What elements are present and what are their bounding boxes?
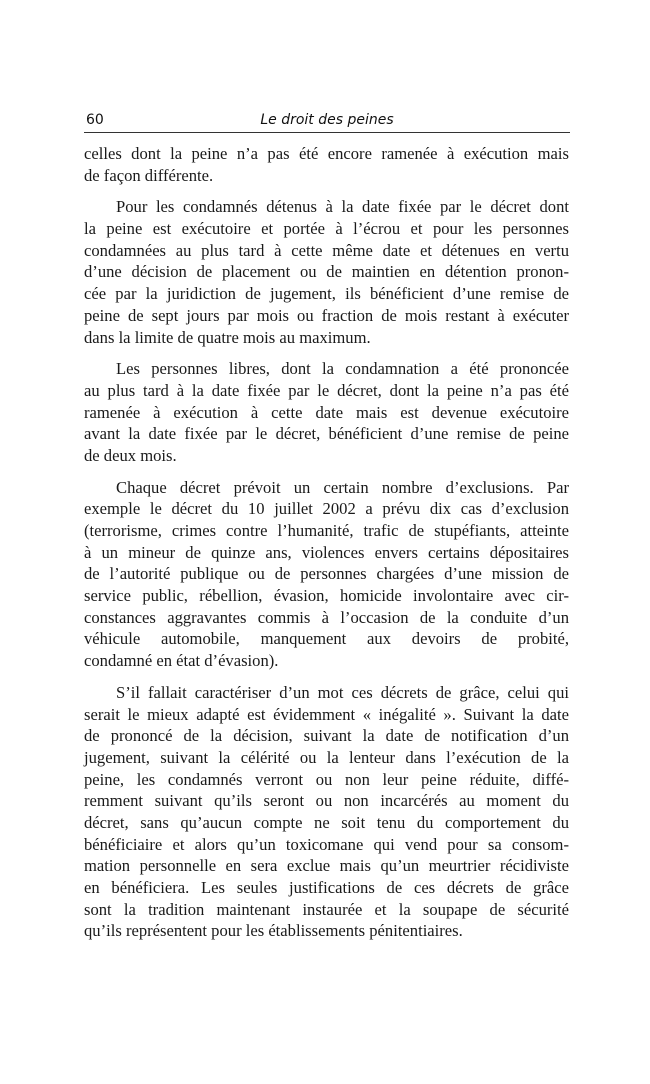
text-line: S’il fallait caractériser d’un mot ces décrets de grâce, celui qui <box>116 682 569 702</box>
paragraph <box>84 196 569 348</box>
text-line: cée par la juridiction de jugement, ils bénéficient d’une remise de <box>84 284 569 304</box>
text-line: décret, sans qu’aucun compte ne soit tenu du comportement du <box>84 812 569 832</box>
text-line: service public, rébellion, évasion, homicide involontaire avec cir- <box>84 586 569 606</box>
text-line: mation personnelle en sera exclue mais qu’un meurtrier récidiviste <box>84 856 569 876</box>
running-header <box>84 110 570 133</box>
text-line: remment suivant qu’ils seront ou non incarcérés au moment du <box>84 791 569 811</box>
paragraph <box>84 358 569 466</box>
text-line: Les personnes libres, dont la condamnation a été prononcée <box>116 359 569 379</box>
text-line: celles dont la peine n’a pas été encore ramenée à exécution mais <box>84 144 569 163</box>
text-line: exemple le décret du 10 juillet 2002 a prévu dix cas d’exclusion <box>84 499 569 519</box>
text-line: peine, les condamnés verront ou non leur peine réduite, diffé- <box>84 769 569 789</box>
text-line: sont la tradition maintenant instaurée et la soupape de sécurité <box>84 899 569 919</box>
text-line: constances aggravantes commis à l’occasion de la conduite d’un <box>84 607 569 627</box>
text-line: avant la date fixée par le décret, bénéficient d’une remise de peine <box>84 424 569 444</box>
text-line: en bénéficiera. Les seules justifications de ces décrets de grâce <box>84 878 569 897</box>
page-number: 60 <box>86 112 104 128</box>
text-line: véhicule automobile, manquement aux devoirs de probité, <box>84 629 569 649</box>
paragraph <box>84 477 569 672</box>
text-line: Chaque décret prévoit un certain nombre d’exclusions. Par <box>116 477 569 497</box>
text-line: à un mineur de quinze ans, violences envers certains dépositaires <box>84 542 569 562</box>
text-line: peine de sept jours par mois ou fraction de mois restant à exécuter <box>84 305 569 325</box>
text-line: au plus tard à la date fixée par le décret, dont la peine n’a pas été <box>84 380 569 400</box>
text-line: bénéficiaire et alors qu’un toxicomane qui vend pour sa consom- <box>84 834 569 854</box>
text-line: condamné en état d’évasion). <box>84 651 279 671</box>
text-line: de deux mois. <box>84 445 177 465</box>
text-line: dans la limite de quatre mois au maximum. <box>84 327 371 347</box>
text-line: condamnées au plus tard à cette même date et détenues en vertu <box>84 240 569 260</box>
text-line: Pour les condamnés détenus à la date fixée par le décret dont <box>116 197 569 217</box>
text-line: la peine est exécutoire et portée à l’écrou et pour les personnes <box>84 219 569 239</box>
text-line: de prononcé de la décision, suivant la date de notification d’un <box>84 726 569 746</box>
text-line: qu’ils représentent pour les établissements pénitentiaires. <box>84 921 463 941</box>
text-line: serait le mieux adapté est évidemment « inégalité ». Suivant la date <box>84 704 569 724</box>
text-line: de façon différente. <box>84 165 214 185</box>
text-line: d’une décision de placement ou de maintien en détention pronon- <box>84 262 569 282</box>
text-line: (terrorisme, crimes contre l’humanité, trafic de stupéfiants, atteinte <box>84 521 569 540</box>
paragraph <box>84 682 569 942</box>
text-line: ramenée à exécution à cette date mais est devenue exécutoire <box>84 402 569 422</box>
running-title: Le droit des peines <box>260 112 394 128</box>
paragraph <box>84 143 569 186</box>
text-line: de l’autorité publique ou de personnes chargées d’une mission de <box>84 564 569 584</box>
page-body <box>84 143 569 952</box>
text-line: jugement, suivant la célérité ou la lenteur dans l’exécution de la <box>84 747 569 767</box>
